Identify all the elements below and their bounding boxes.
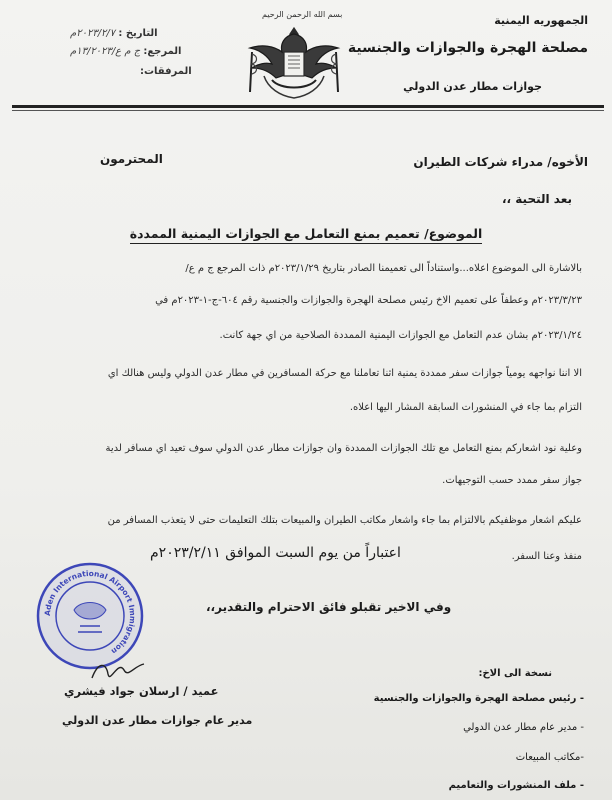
header-divider xyxy=(12,105,604,108)
handwritten-signature xyxy=(88,656,148,686)
signatory-name: عميد / ارسلان جواد فيشري xyxy=(64,684,219,698)
copies-heading: نسخة الى الاخ: xyxy=(478,668,552,679)
paragraph-1-line-1: بالاشارة الى الموضوع اعلاه...واستناداً الى تعميمنا الصادر بتاريخ ٢٠٢٣/١/٢٩م ذات المرجع ج م ع/ xyxy=(185,263,582,274)
date-field xyxy=(70,28,158,39)
closing-line: وفي الاخير تقبلو فائق الاحترام والتقدير،، xyxy=(206,600,452,614)
authority-name: مصلحة الهجرة والجوازات والجنسية xyxy=(347,40,588,56)
paragraph-1-line-3: ٢٠٢٣/١/٢٤م بشان عدم التعامل مع الجوازات اليمنية الممددة الصلاحية من اي جهة كانت. xyxy=(219,330,582,341)
copies-item: - مدير عام مطار عدن الدولي xyxy=(463,722,584,733)
paragraph-2-line-2: التزام بما جاء في المنشورات السابقة المشار اليها اعلاه. xyxy=(349,402,582,413)
paragraph-2-line-1: الا اننا نواجهه يومياً جوازات سفر ممددة يمنية اثنا تعاملنا مع حركة المسافرين في مطار عدن الدولي وليس هنالك اي xyxy=(107,368,582,379)
basmala: بسم الله الرحمن الرحيم xyxy=(262,10,343,19)
reference-value: ج م ع/١٣/٢٠٢٣م xyxy=(70,46,141,57)
paragraph-3-line-2: جواز سفر ممدد حسب التوجيهات. xyxy=(442,475,582,486)
signatory-title: مدير عام جوازات مطار عدن الدولي xyxy=(62,714,253,727)
yemen-emblem-icon xyxy=(244,22,344,104)
header-divider-thin xyxy=(12,110,604,111)
respected-label: المحترمون xyxy=(100,152,163,166)
copies-item: -مكاتب المبيعات xyxy=(515,752,584,763)
reference-field xyxy=(70,46,182,57)
paragraph-1-line-2: ٢٠٢٣/٣/٢٣م وعطفاً على تعميم الاخ رئيس مصلحة الهجرة والجوازات والجنسية رقم ٦٠٤-ج-١-٢٠٢٣م في xyxy=(155,295,582,306)
stamp-latin-text: Aden International Airport Immigration xyxy=(42,568,138,657)
paragraph-4-line-1: عليكم اشعار موظفيكم بالالتزام بما جاء واشعار مكاتب الطيران والمبيعات بتلك التعليمات حتى لا يتعذب المسافر من xyxy=(107,515,582,526)
date-label: التاريخ : xyxy=(118,28,158,39)
attachments-label: المرفقات: xyxy=(140,66,192,77)
country-name: الجمهوريه اليمنية xyxy=(494,14,588,27)
date-value: ٢٠٢٣/٢/٧م xyxy=(70,28,116,39)
reference-label: المرجع: xyxy=(143,46,182,57)
paragraph-4-line-2: منفذ وعنا السفر. xyxy=(511,551,582,562)
addressee: الأخوه/ مدراء شركات الطيران xyxy=(413,155,588,169)
copies-item: - ملف المنشورات والتعاميم xyxy=(448,780,584,791)
copies-item: - رئيس مصلحة الهجرة والجوازات والجنسية xyxy=(373,693,584,704)
greeting: بعد التحية ،، xyxy=(501,192,572,206)
office-name: جوازات مطار عدن الدولي xyxy=(403,80,542,93)
subject-line xyxy=(0,226,612,241)
paragraph-3-line-1: وعلية نود اشعاركم بمنع التعامل مع تلك الجوازات الممددة وان جوازات مطار عدن الدولي سوف تعيد اي مسافر لدية xyxy=(105,443,582,454)
attachments-field xyxy=(140,66,192,77)
subject-text: الموضوع/ تعميم بمنع التعامل مع الجوازات اليمنية الممددة xyxy=(130,226,483,244)
effective-date: اعتباراً من يوم السبت الموافق ٢٠٢٣/٢/١١م xyxy=(150,545,401,561)
